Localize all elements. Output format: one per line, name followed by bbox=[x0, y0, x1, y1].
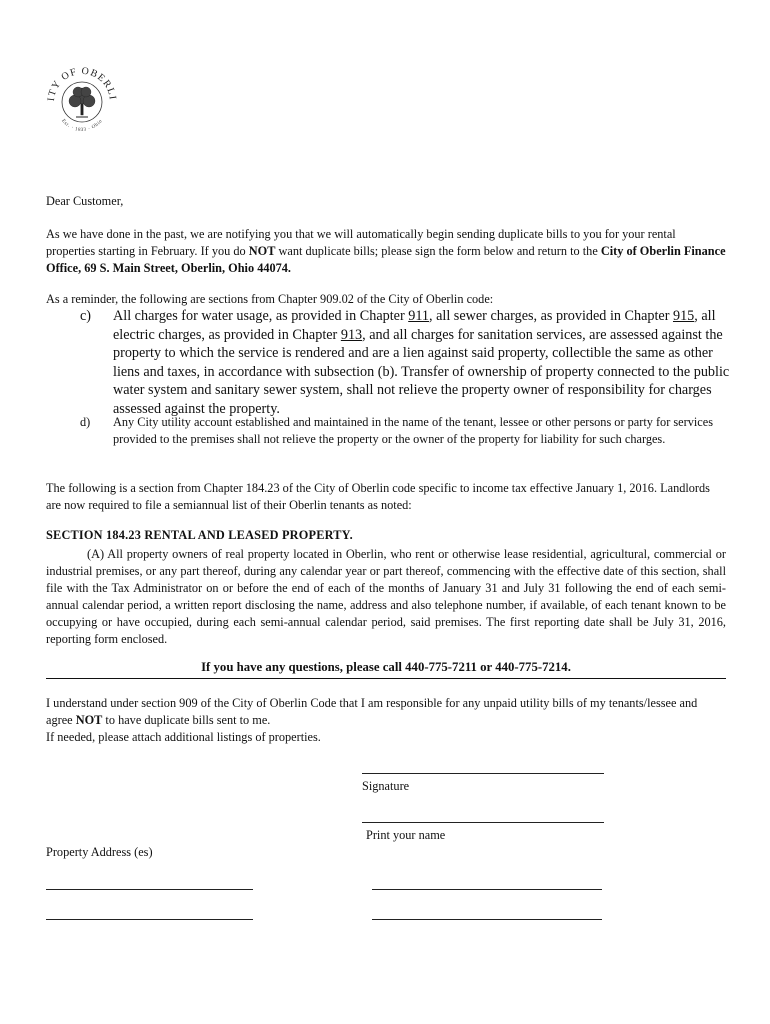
understanding-statement: I understand under section 909 of the City of Oberlin Code that I am responsible for any unpaid utility bills of my tenants/lessee and agree NOT to have duplicate bills sent to me. If needed, please attach additional listings of properties. bbox=[46, 696, 698, 744]
section-intro: The following is a section from Chapter 184.23 of the City of Oberlin code specific to income tax effective January 1, 2016. Landlords are now required to file a semiannual list of their Oberlin tenants as noted: bbox=[46, 481, 710, 512]
salutation: Dear Customer, bbox=[46, 194, 124, 208]
code-item-d bbox=[80, 414, 730, 448]
seal-top-text: ITY OF OBERLI bbox=[45, 65, 119, 102]
chapter-913-link: 913 bbox=[340, 326, 363, 343]
item-c-text: All charges for water usage, as provided in Chapter 911, all sewer charges, as provided in Chapter 915, all electric charges, as provided in Chapter 913, and all charges for sanitation services, are assessed against the property to which the service is rendered and are a lien against said property, collectible the same as other liens and taxes, in accordance with subsection (b). Transfer of ownership of property connected to the public water system and sanitary sewer system, shall not relieve the property owner of responsibility for charges assessed against the property. bbox=[113, 308, 730, 417]
signature-line[interactable] bbox=[362, 773, 604, 774]
property-address-line-2[interactable] bbox=[372, 889, 602, 890]
attach-note: If needed, please attach additional listings of properties. bbox=[46, 730, 321, 744]
code-item-c bbox=[80, 307, 730, 419]
section-title: SECTION 184.23 RENTAL AND LEASED PROPERTY. bbox=[46, 528, 353, 542]
item-c-marker: c) bbox=[80, 308, 92, 324]
questions-line: If you have any questions, please call 440-775-7211 or 440-775-7214. bbox=[201, 660, 571, 674]
chapter-911-link: 911 bbox=[408, 308, 429, 324]
property-address-line-4[interactable] bbox=[372, 919, 602, 920]
city-seal bbox=[44, 62, 120, 138]
print-name-label: Print your name bbox=[366, 828, 446, 842]
seal-bottom-text: Est. · 1833 · Ohio bbox=[60, 118, 104, 134]
property-address-line-1[interactable] bbox=[46, 889, 253, 890]
intro-paragraph: As we have done in the past, we are notifying you that we will automatically begin sending duplicate bills to you for your rental properties starting in February. If you do NOT want duplicate bills; please sign the form below and return to the City of Oberlin Finance Office, 69 S. Main Street, Oberlin, Ohio 44074. bbox=[46, 227, 726, 275]
tree-icon bbox=[69, 87, 95, 117]
item-d-marker: d) bbox=[80, 415, 91, 429]
svg-text:Est. · 1833 · Ohio bbox=[60, 119, 104, 133]
reminder-intro: As a reminder, the following are sections from Chapter 909.02 of the City of Oberlin code: bbox=[46, 292, 494, 306]
property-address-line-3[interactable] bbox=[46, 919, 253, 920]
finance-office-address: City of Oberlin Finance Office, 69 S. Main Street, Oberlin, Ohio 44074. bbox=[46, 244, 726, 275]
print-name-line[interactable] bbox=[362, 822, 604, 823]
divider bbox=[46, 678, 726, 679]
signature-label: Signature bbox=[362, 779, 410, 793]
chapter-915-link: 915 bbox=[672, 308, 695, 324]
section-body: (A) All property owners of real property located in Oberlin, who rent or otherwise lease residential, agricultural, commercial or industrial premises, or any part thereof, during any calendar year or part thereof, commencing with the effective date of this section, shall file with the Tax Administrator on or before the end of each of the months of January 31 and July 31 following the end of each semi-annual calendar period, a written report disclosing the name, address and also telephone number, if available, of each tenant known to be occupying or have occupied, during each semi-annual calendar period, said premises. The first reporting date shall be July 31, 2016, reporting form enclosed. bbox=[46, 547, 726, 646]
property-address-label: Property Address (es) bbox=[46, 845, 153, 859]
item-d-text: Any City utility account established and maintained in the name of the tenant, lessee or other persons or party for services provided to the premises shall not relieve the property or the owner of the property for liability for such charges. bbox=[113, 415, 713, 446]
